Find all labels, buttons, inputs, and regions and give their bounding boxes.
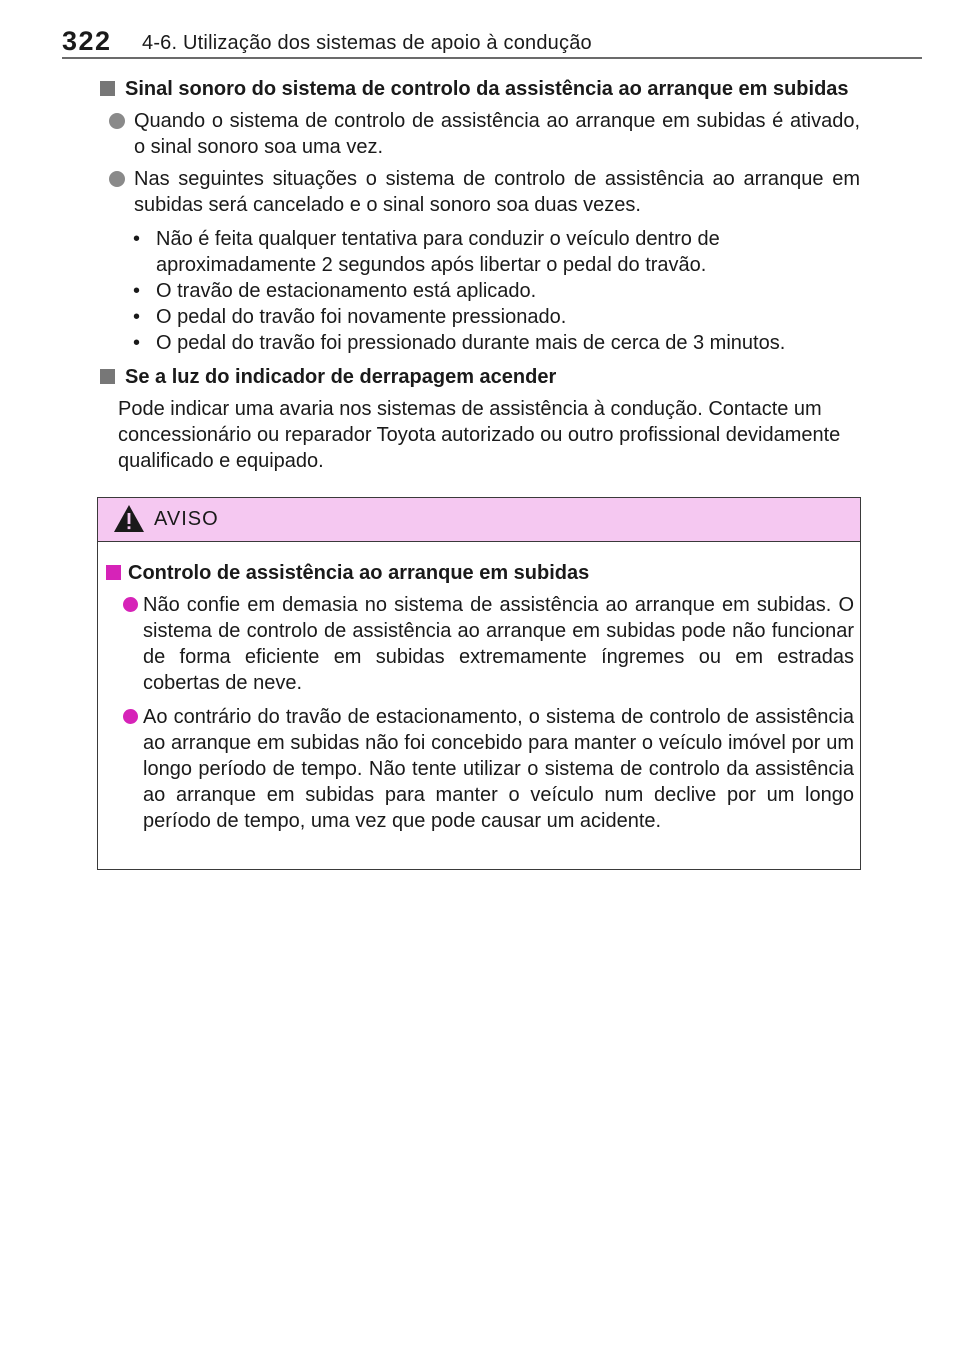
section-heading-text: Se a luz do indicador de derrapagem acender [125, 366, 557, 388]
sub-list-item-text: Não é feita qualquer tentativa para conduzir o veículo dentro de aproximadamente 2 segundos após libertar o pedal do travão. [156, 228, 720, 276]
section-heading-text: Sinal sonoro do sistema de controlo da assistência ao arranque em subidas [125, 78, 849, 100]
warning-triangle-icon [113, 504, 145, 533]
warning-label: AVISO [154, 508, 219, 530]
warning-list-item [106, 704, 854, 834]
small-dot-icon: • [133, 332, 141, 354]
section-heading-skid [100, 364, 860, 390]
main-content [100, 76, 860, 474]
sub-list-item-text: O pedal do travão foi novamente pressionado. [156, 306, 567, 328]
section-title: 4-6. Utilização dos sistemas de apoio à condução [142, 32, 592, 54]
square-bullet-icon [100, 369, 115, 384]
sub-list-item [124, 226, 860, 278]
header-divider [62, 57, 922, 59]
section-heading-signal [100, 76, 860, 102]
sub-list-item [124, 278, 860, 304]
warning-list-item-text: Não confie em demasia no sistema de assistência ao arranque em subidas. O sistema de controlo de assistência ao arranque em subidas pode não funcionar de forma eficiente em subidas extremamente íngremes ou em estradas cobertas de neve. [143, 594, 854, 694]
sub-list-item-text: O pedal do travão foi pressionado durante mais de cerca de 3 minutos. [156, 332, 786, 354]
sub-list-item [124, 330, 860, 356]
list-item [100, 166, 860, 218]
square-bullet-icon [106, 565, 121, 580]
sub-list-item-text: O travão de estacionamento está aplicado. [156, 280, 537, 302]
list-item [100, 108, 860, 160]
warning-box [97, 497, 861, 870]
square-bullet-icon [100, 81, 115, 96]
warning-heading [106, 560, 854, 586]
round-bullet-icon [109, 113, 125, 129]
warning-header [98, 498, 860, 542]
sub-list [100, 226, 860, 356]
small-dot-icon: • [133, 306, 141, 328]
warning-list-item-text: Ao contrário do travão de estacionamento, o sistema de controlo de assistência ao arranque em subidas não foi concebido para manter o veículo imóvel por um longo período de tempo. Não tente utilizar o sistema de controlo da assistência ao arranque em subidas para manter o veículo num declive por um longo período de tempo, uma vez que pode causar um acidente. [143, 706, 854, 832]
list-item-text: Nas seguintes situações o sistema de controlo de assistência ao arranque em subidas será cancelado e o sinal sonoro soa duas vezes. [134, 168, 860, 216]
page-number: 322 [62, 26, 112, 56]
warning-list-item [106, 592, 854, 696]
round-bullet-icon [109, 171, 125, 187]
warning-body [106, 560, 854, 834]
warning-heading-text: Controlo de assistência ao arranque em subidas [128, 562, 590, 584]
section-paragraph: Pode indicar uma avaria nos sistemas de assistência à condução. Contacte um concessionário ou reparador Toyota autorizado ou outro profissional devidamente qualificado e equipado. [118, 398, 841, 472]
list-item-text: Quando o sistema de controlo de assistência ao arranque em subidas é ativado, o sinal sonoro soa uma vez. [134, 110, 860, 158]
small-dot-icon: • [133, 280, 141, 302]
sub-list-item [124, 304, 860, 330]
page-header [62, 22, 900, 56]
round-bullet-icon [123, 597, 138, 612]
round-bullet-icon [123, 709, 138, 724]
small-dot-icon: • [133, 228, 141, 250]
